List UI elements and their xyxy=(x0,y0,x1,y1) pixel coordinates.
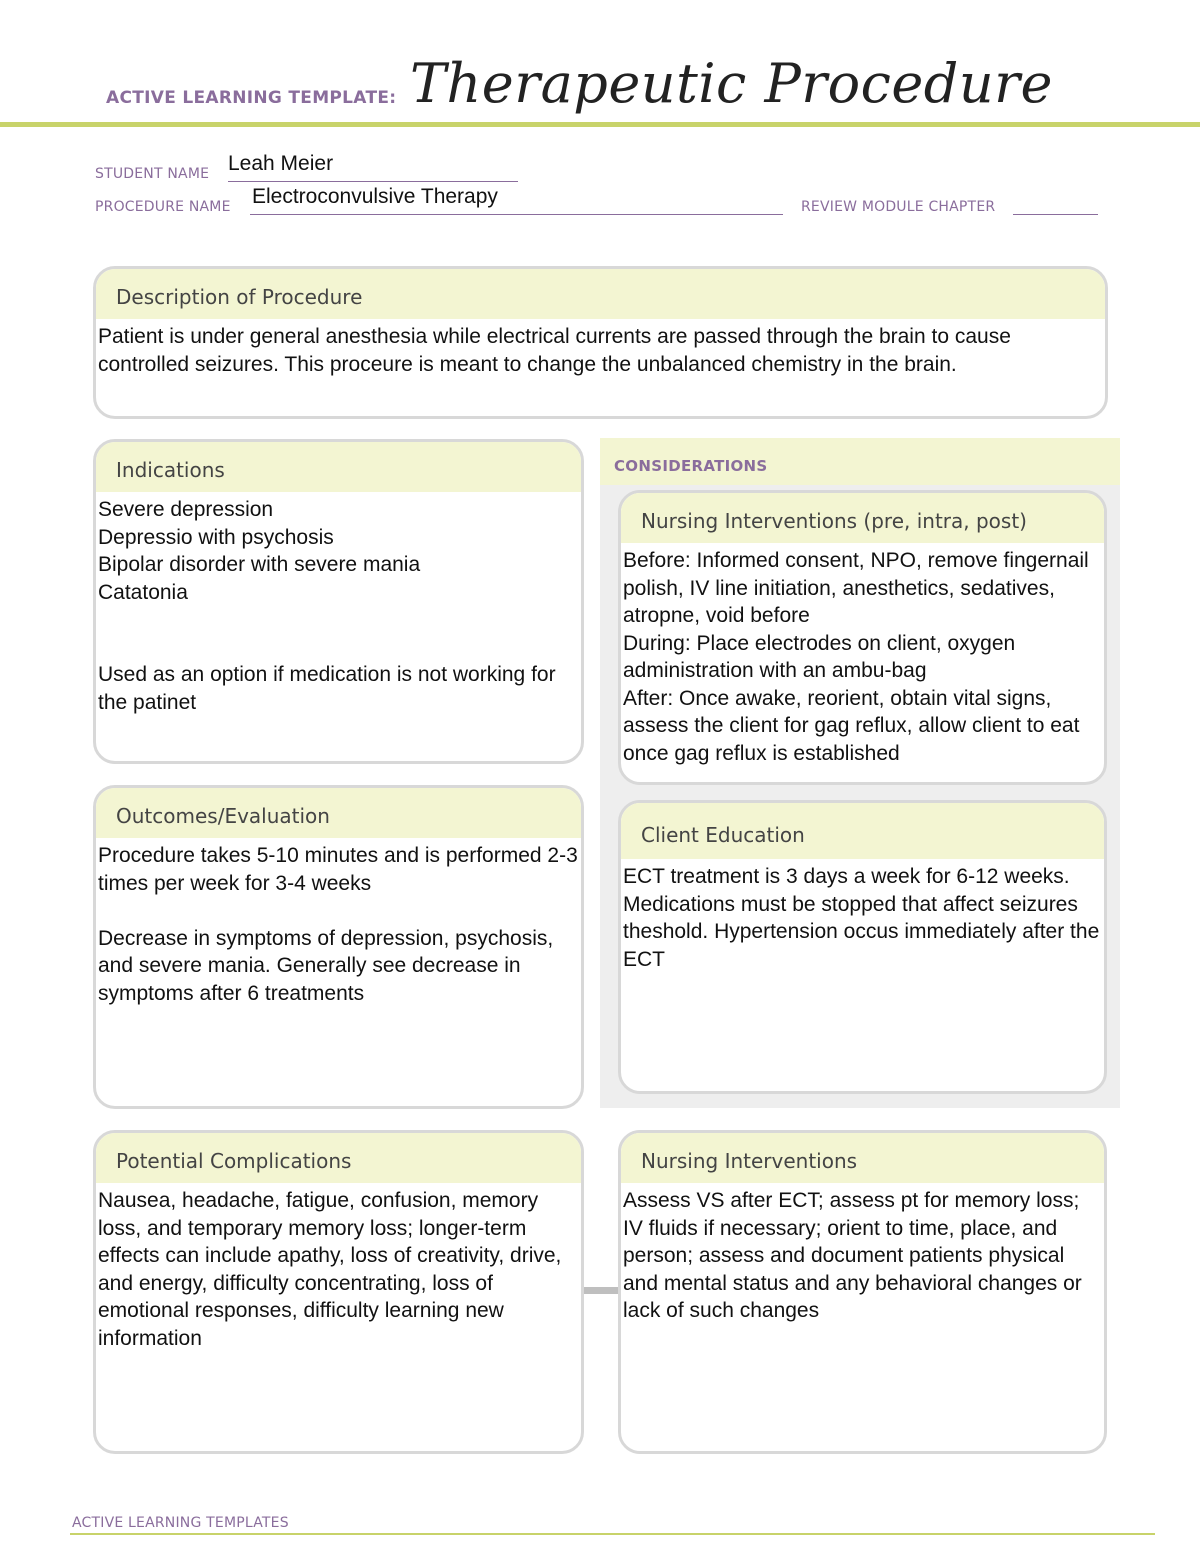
complications-box xyxy=(93,1130,584,1454)
outcomes-title: Outcomes/Evaluation xyxy=(96,788,581,838)
review-module-label: REVIEW MODULE CHAPTER xyxy=(801,199,996,215)
indications-title: Indications xyxy=(96,442,581,492)
header-divider xyxy=(0,122,1200,127)
indications-box xyxy=(93,439,584,764)
nursing-interventions-title: Nursing Interventions xyxy=(621,1133,1104,1183)
client-education-box xyxy=(618,800,1107,1094)
template-label: ACTIVE LEARNING TEMPLATE: xyxy=(106,88,397,108)
nursing-interventions-box xyxy=(618,1130,1107,1454)
nursing-interventions-timing-title: Nursing Interventions (pre, intra, post) xyxy=(621,493,1104,543)
review-module-field[interactable] xyxy=(1013,197,1098,215)
outcomes-box xyxy=(93,785,584,1109)
student-name-field[interactable]: Leah Meier xyxy=(228,152,334,175)
nursing-interventions-timing-box xyxy=(618,490,1107,785)
complications-text[interactable]: Nausea, headache, fatigue, confusion, memory loss, and temporary memory loss; longer-term effects can include apathy, loss of creativity, drive, and energy, difficulty concentrating, loss of emotional responses, difficulty learning new information xyxy=(98,1189,562,1350)
description-box xyxy=(93,266,1108,419)
procedure-name-field[interactable]: Electroconvulsive Therapy xyxy=(252,185,498,208)
indications-text[interactable]: Severe depression Depressio with psychosis Bipolar disorder with severe mania Catatonia Used as an option if medication is not working for the patinet xyxy=(98,498,556,714)
client-education-title: Client Education xyxy=(621,803,1104,859)
outcomes-text[interactable]: Procedure takes 5-10 minutes and is performed 2-3 times per week for 3-4 weeks Decrease in symptoms of depression, psychosis, and severe mania. Generally see decrease in symptoms after 6 treatments xyxy=(98,844,578,1005)
nursing-interventions-timing-text[interactable]: Before: Informed consent, NPO, remove fingernail polish, IV line initiation, anesthetics, sedatives, atropne, void before During: Place electrodes on client, oxygen administration with an ambu-bag After: Once awake, reorient, obtain vital signs, assess the client for gag reflux, allow client to eat once gag reflux is established xyxy=(623,549,1089,765)
complications-title: Potential Complications xyxy=(96,1133,581,1183)
client-education-text[interactable]: ECT treatment is 3 days a week for 6-12 weeks. Medications must be stopped that affect seizures theshold. Hypertension occus immediately after the ECT xyxy=(623,865,1100,971)
footer-divider xyxy=(70,1533,1155,1535)
box-connector xyxy=(583,1287,619,1294)
description-text[interactable]: Patient is under general anesthesia while electrical currents are passed through the brain to cause controlled seizures. This proceure is meant to change the unbalanced chemistry in the brain. xyxy=(98,325,1011,376)
student-name-label: STUDENT NAME xyxy=(95,166,210,182)
footer-label: ACTIVE LEARNING TEMPLATES xyxy=(72,1515,289,1531)
page-title: Therapeutic Procedure xyxy=(410,52,1053,115)
procedure-name-label: PROCEDURE NAME xyxy=(95,199,231,215)
nursing-interventions-text[interactable]: Assess VS after ECT; assess pt for memory loss; IV fluids if necessary; orient to time, place, and person; assess and document patients physical and mental status and any behavioral changes or lack of such changes xyxy=(623,1189,1082,1322)
description-title: Description of Procedure xyxy=(96,269,1105,319)
considerations-label: CONSIDERATIONS xyxy=(614,457,768,475)
